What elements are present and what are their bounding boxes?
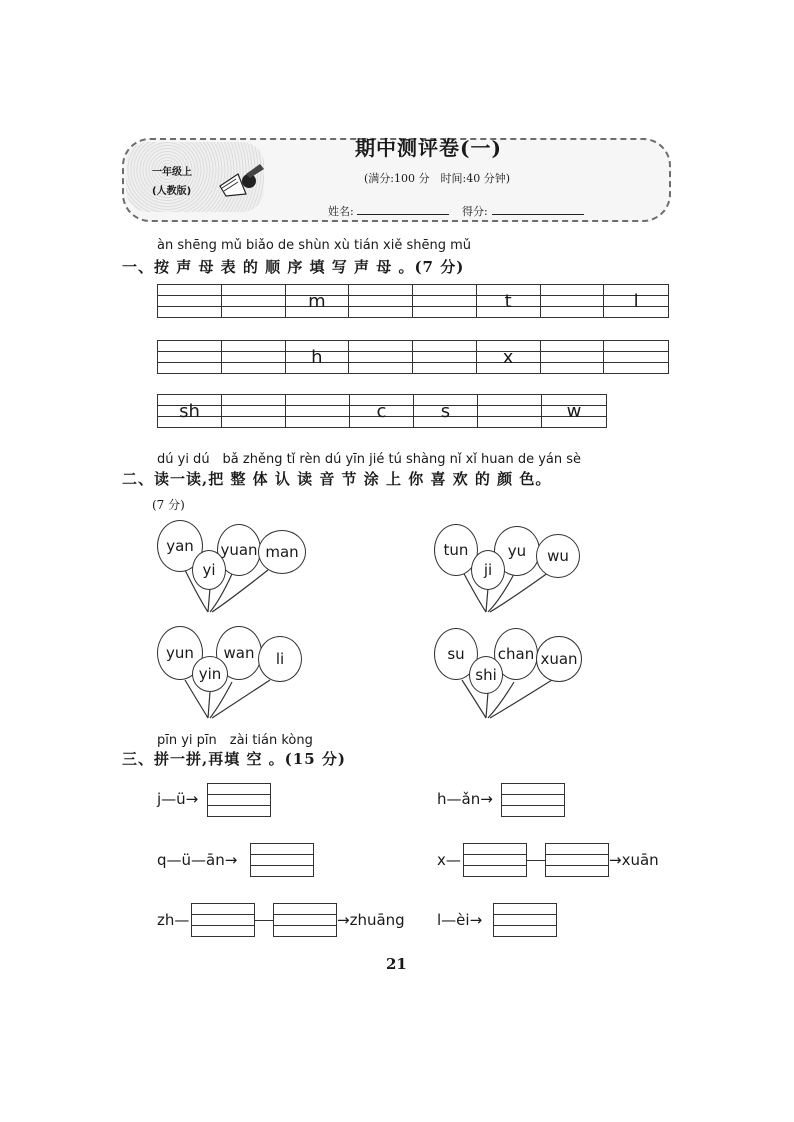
q2-pinyin: dú yi dú bǎ zhěng tǐ rèn dú yīn jié tú shàng nǐ xǐ huan de yán sè — [157, 452, 582, 467]
grid-cell[interactable]: sh — [158, 395, 222, 427]
balloon[interactable]: yin — [192, 656, 228, 692]
answer-box[interactable] — [545, 843, 609, 877]
grade-label: 一年级上 — [152, 167, 192, 178]
balloon[interactable]: yi — [192, 550, 226, 590]
answer-box[interactable] — [191, 903, 255, 937]
balloon[interactable]: man — [258, 530, 306, 574]
balloon[interactable]: wan — [216, 626, 262, 680]
q3-title: 三、拼一拼,再填 空 。(15 分) — [122, 750, 346, 768]
answer-box[interactable] — [463, 843, 527, 877]
balloon[interactable]: shi — [469, 656, 503, 694]
balloon[interactable]: ji — [471, 550, 505, 590]
q3-pinyin: pīn yi pīn zài tián kòng — [157, 733, 313, 748]
spell-result-zhuang: →zhuāng — [337, 911, 405, 929]
name-label: 姓名: — [328, 205, 354, 218]
page-subtitle: (满分:100 分 时间:40 分钟) — [364, 172, 510, 185]
spell-expr-q-u-an: q—ü—ān→ — [157, 851, 238, 869]
grid-cell[interactable]: m — [286, 285, 350, 317]
page-title: 期中测评卷(一) — [355, 136, 502, 160]
answer-box[interactable] — [250, 843, 314, 877]
grid-cell[interactable]: l — [633, 290, 639, 312]
spell-expr-l-ei: l—èi→ — [437, 911, 483, 929]
balloon[interactable]: yuan — [217, 524, 261, 576]
balloon[interactable]: yun — [157, 626, 203, 680]
score-label: 得分: — [462, 205, 488, 218]
edition-label: (人教版) — [152, 186, 192, 197]
spell-result-xuan: →xuān — [609, 851, 659, 869]
grid-cell[interactable]: c — [350, 395, 414, 427]
grid-cell[interactable]: x — [477, 341, 541, 373]
balloon[interactable]: yu — [494, 526, 540, 576]
q1-title: 一、按 声 母 表 的 顺 序 填 写 声 母 。(7 分) — [122, 258, 465, 276]
balloon[interactable]: chan — [494, 628, 538, 680]
spell-expr-zh-left: zh— — [157, 911, 190, 929]
balloon[interactable]: tun — [434, 524, 478, 576]
grid-cell[interactable]: w — [566, 400, 582, 422]
q1-pinyin: àn shēng mǔ biǎo de shùn xù tián xiě shēng mǔ — [157, 238, 472, 253]
answer-box[interactable] — [493, 903, 557, 937]
page-number: 21 — [386, 955, 407, 973]
balloon[interactable]: wu — [536, 534, 580, 578]
answer-box[interactable] — [273, 903, 337, 937]
grid-cell[interactable]: h — [286, 341, 350, 373]
spell-expr-h-an: h—ǎn→ — [437, 790, 493, 808]
balloon[interactable]: xuan — [536, 636, 582, 682]
balloon[interactable]: yan — [157, 520, 203, 572]
balloon[interactable]: li — [258, 636, 302, 682]
q2-points: (7 分) — [152, 498, 185, 512]
answer-box[interactable] — [207, 783, 271, 817]
spell-expr-j-u: j—ü→ — [157, 790, 199, 808]
connector-line — [527, 860, 545, 861]
spell-expr-x-left: x— — [437, 851, 461, 869]
balloon[interactable]: su — [434, 628, 478, 680]
grid-cell[interactable]: s — [414, 395, 478, 427]
grid-cell[interactable]: t — [477, 285, 541, 317]
q2-title: 二、读一读,把 整 体 认 读 音 节 涂 上 你 喜 欢 的 颜 色。 — [122, 470, 552, 488]
connector-line — [255, 920, 273, 921]
answer-box[interactable] — [501, 783, 565, 817]
